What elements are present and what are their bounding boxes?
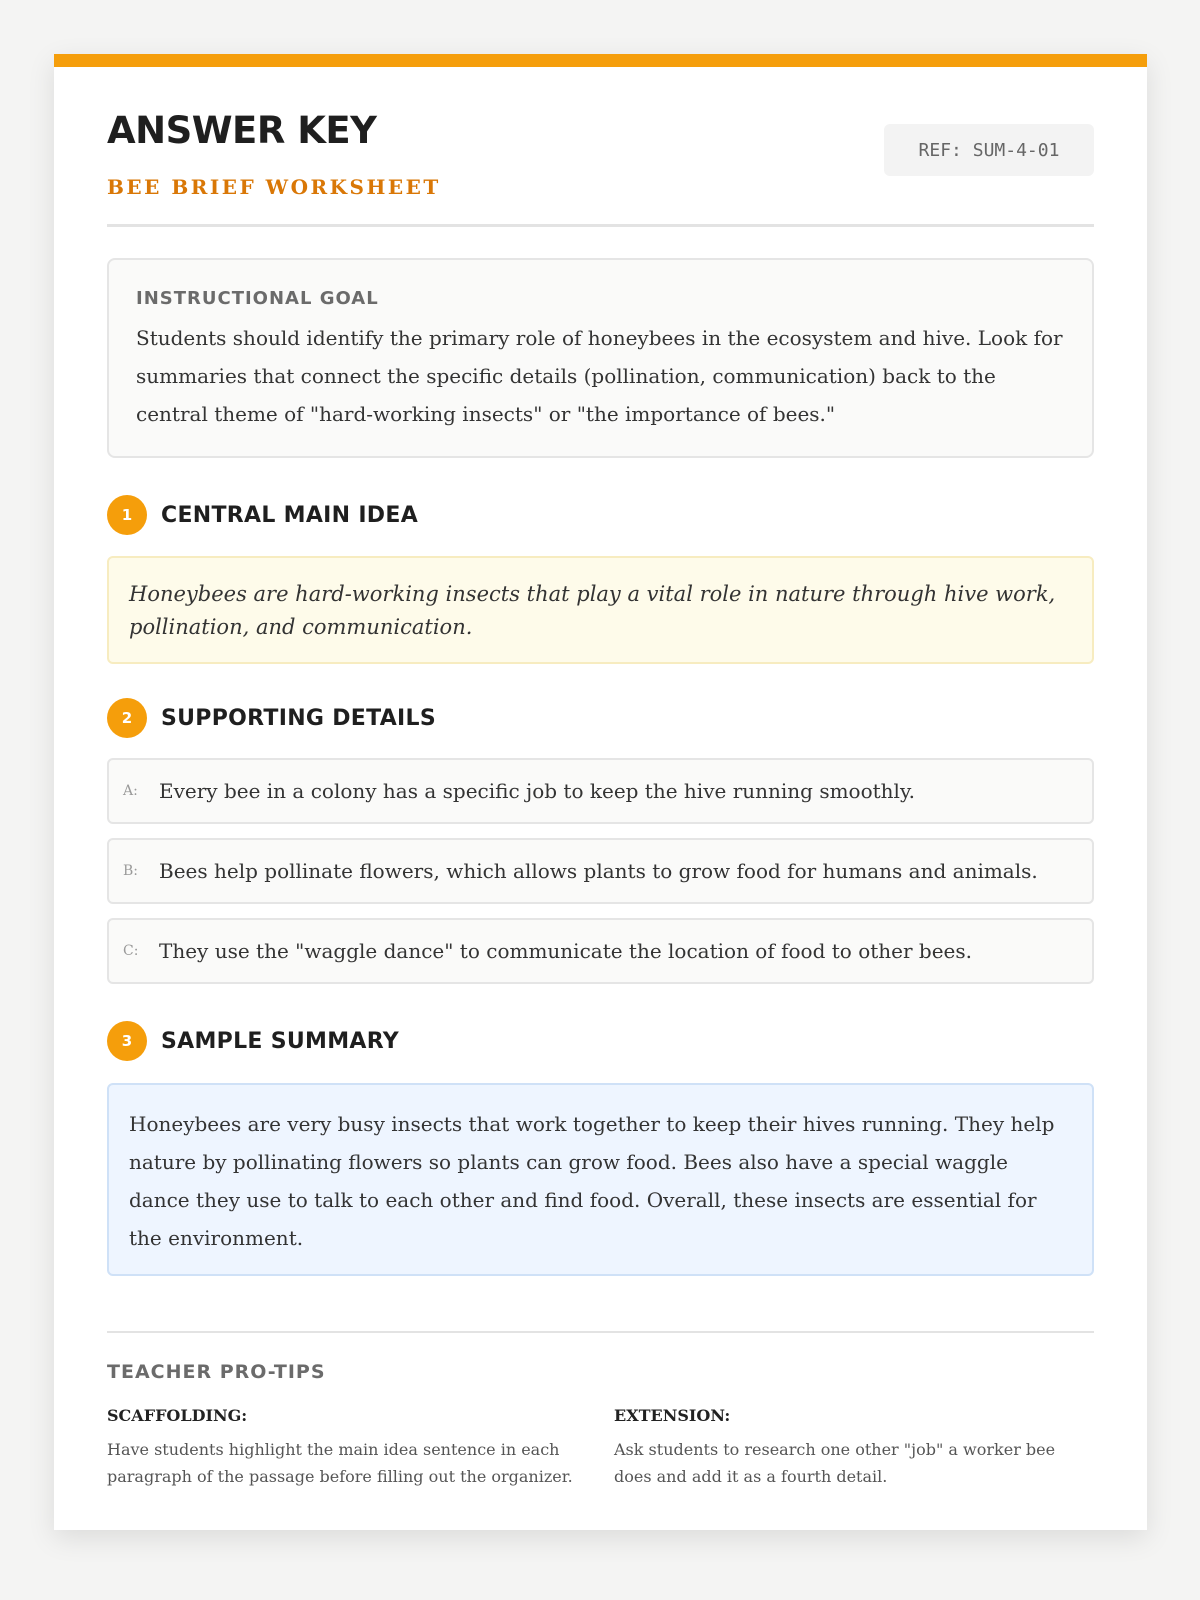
page-title: ANSWER KEY xyxy=(107,109,377,152)
section-header-sample-summary xyxy=(107,1021,399,1061)
tips-divider xyxy=(107,1331,1094,1333)
sheet-content xyxy=(107,67,1094,1486)
instructional-goal-box xyxy=(107,258,1094,458)
detail-text: Every bee in a colony has a specific job to keep the hive running smoothly. xyxy=(159,779,915,803)
section-number-badge: 3 xyxy=(107,1021,147,1061)
tips-label: TEACHER PRO-TIPS xyxy=(107,1361,326,1383)
detail-item-a xyxy=(107,758,1094,824)
section-header-main-idea xyxy=(107,495,418,535)
tip-extension xyxy=(614,1405,1084,1490)
detail-letter: C: xyxy=(123,943,139,959)
section-number-badge: 2 xyxy=(107,698,147,738)
tip-scaffolding xyxy=(107,1405,577,1490)
detail-text: Bees help pollinate flowers, which allows plants to grow food for humans and animals. xyxy=(159,859,1038,883)
detail-item-b xyxy=(107,838,1094,904)
section-title: CENTRAL MAIN IDEA xyxy=(161,502,419,528)
detail-letter: B: xyxy=(123,863,139,879)
detail-text: They use the "waggle dance" to communicate the location of food to other bees. xyxy=(159,939,972,963)
detail-item-c xyxy=(107,918,1094,984)
main-idea-box: Honeybees are hard-working insects that play a vital role in nature through hive work, pollination, and communication. xyxy=(107,556,1094,664)
section-title: SUPPORTING DETAILS xyxy=(161,705,436,731)
sample-summary-box: Honeybees are very busy insects that work together to keep their hives running. They help nature by pollinating flowers so plants can grow food. Bees also have a special waggle dance they use to talk to each other and find food. Overall, these insects are essential for the environment. xyxy=(107,1083,1094,1276)
goal-label: INSTRUCTIONAL GOAL xyxy=(136,288,379,309)
section-header-supporting-details xyxy=(107,698,436,738)
section-title: SAMPLE SUMMARY xyxy=(161,1028,399,1054)
page-subtitle: BEE BRIEF WORKSHEET xyxy=(107,175,441,199)
reference-badge: REF: SUM-4-01 xyxy=(884,124,1094,176)
tip-title: SCAFFOLDING: xyxy=(107,1406,248,1425)
detail-letter: A: xyxy=(123,783,138,799)
header xyxy=(107,67,1094,227)
tip-title: EXTENSION: xyxy=(614,1406,731,1425)
tip-text: Ask students to research one other "job" a worker bee does and add it as a fourth detail. xyxy=(614,1440,1056,1486)
worksheet-sheet xyxy=(54,54,1147,1530)
section-number-badge: 1 xyxy=(107,495,147,535)
tip-text: Have students highlight the main idea sentence in each paragraph of the passage before filling out the organizer. xyxy=(107,1440,573,1486)
goal-text: Students should identify the primary role of honeybees in the ecosystem and hive. Look for summaries that connect the specific details (pollination, communication) back to the central theme of "hard-working insects" or "the importance of bees." xyxy=(136,326,1063,426)
